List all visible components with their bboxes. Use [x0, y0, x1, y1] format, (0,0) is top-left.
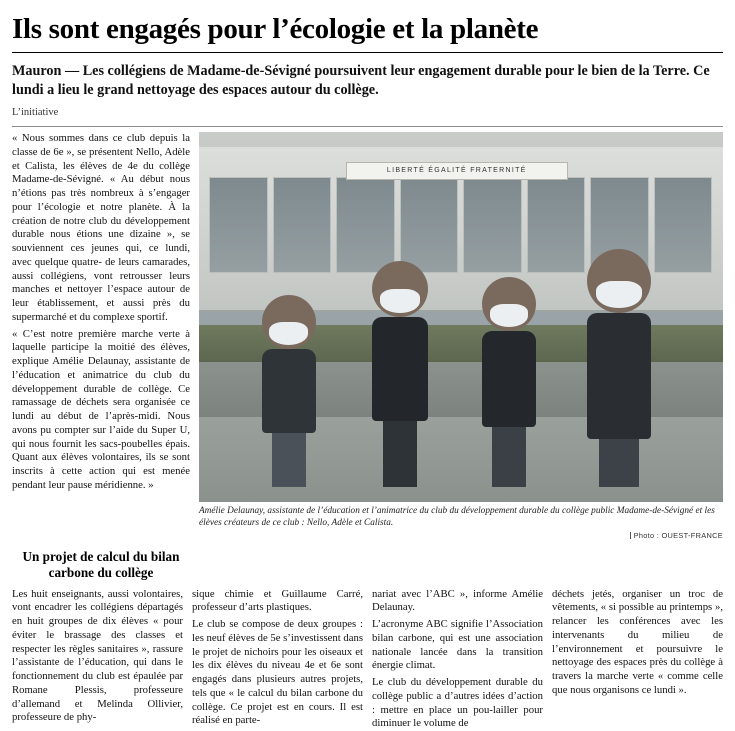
photo-person-student-2 — [372, 261, 428, 487]
person-legs — [383, 421, 418, 487]
person-legs — [599, 439, 639, 487]
face-mask-icon — [490, 304, 529, 327]
person-legs — [492, 427, 525, 487]
body-paragraph: L’acronyme ABC signifie l’Association bilan carbone, qui est une association nationale lancée dans la transition énergie climat. — [372, 618, 543, 672]
credit-bar-icon — [630, 532, 631, 539]
window-pane — [273, 177, 332, 273]
person-head — [587, 249, 651, 313]
newspaper-article-page — [0, 13, 735, 730]
intro-column — [12, 132, 190, 493]
intro-paragraph-2: « C’est notre première marche verte à laquelle participe la moitié des élèves, explique Amélie Delaunay, assistante de l’éducation et animatrice du club du développement durable de collège. Ce ramassage de déchets sera organisée ce lundi au début de l’après-midi. Nous avons pu compter sur l’aide du Super U, qui nous fournit les sacs-poubelles épais. Quant aux élèves volontaires, ils se sont inscrits à cette action qui est menée pendant leur pause méridienne. » — [12, 327, 190, 491]
photo-person-student-1 — [262, 295, 316, 487]
person-body — [482, 331, 536, 427]
article-lower-columns — [12, 588, 723, 731]
photo-block — [199, 132, 723, 540]
photo-person-adult — [587, 249, 651, 487]
body-paragraph: déchets jetés, organiser un troc de vêtements, « si possible au printemps », relancer les conférences avec les intervenants du milieu de l’environnement et poursuivre le nettoyage des espaces près du collège à travers la marche verte « comme celle que nous organisons ce lundi ». — [552, 587, 723, 696]
person-legs — [272, 433, 305, 487]
body-paragraph: Le club se compose de deux groupes : les neuf élèves de 5e s’investissent dans le projet de nichoirs pour les oiseaux et les dix élèves du niveau 4e et 6e sont engagés dans plusieurs autres projets, tels que « le calcul du bilan carbone du collège. Ce projet est en cours. Il est réalisé en parte- — [192, 618, 363, 727]
window-pane — [209, 177, 268, 273]
window-pane — [463, 177, 522, 273]
window-pane — [527, 177, 586, 273]
body-paragraph: sique chimie et Guillaume Carré, professeur d’arts plastiques. — [192, 587, 363, 614]
article-upper-block — [12, 132, 723, 540]
section-divider — [12, 126, 723, 127]
person-head — [482, 277, 536, 331]
photo-caption: Amélie Delaunay, assistante de l’éducation et l’animatrice du club du développement durable du collège public Madame-de-Sévigné et les élèves créateurs de ce club : Nello, Adèle et Calista. — [199, 506, 715, 529]
body-paragraph: Les huit enseignants, aussi volontaires, vont encadrer les collégiens départagés en huit groupes de dix élèves « pour éviter le brassage des classes et respecter les règles sanitaires », rassure l’assistante de l’éducation, qui dans le fonctionnement du club est épaulée par Romane Plessis, professeure d’allemand et Melinda Ollivier, professeure de phy- — [12, 587, 183, 724]
person-body — [372, 317, 428, 421]
window-pane — [654, 177, 713, 273]
dateline-dash: — — [61, 63, 83, 80]
standfirst-text: Les collégiens de Madame-de-Sévigné poursuivent leur engagement durable pour le bien de la Terre. Ce lundi a lieu le grand nettoyage des espaces autour du collège. — [12, 63, 710, 99]
person-head — [262, 295, 316, 349]
person-body — [262, 349, 316, 433]
building-motto-banner: LIBERTÉ ÉGALITÉ FRATERNITÉ — [346, 162, 568, 180]
subhead-row — [12, 549, 723, 581]
dateline: Mauron — [12, 63, 62, 80]
face-mask-icon — [380, 289, 420, 313]
standfirst — [12, 62, 723, 100]
body-paragraph: Le club du développement durable du collège public a d’autres idées d’action : mettre en place un pou-lailler pour diminuer le volume de — [372, 676, 543, 730]
body-column-1 — [12, 588, 183, 731]
photo-credit — [199, 531, 723, 540]
body-column-3 — [372, 588, 543, 731]
photo-person-student-3 — [482, 277, 536, 487]
window-pane — [400, 177, 459, 273]
face-mask-icon — [269, 322, 308, 345]
article-photo — [199, 132, 723, 502]
body-column-2 — [192, 588, 363, 731]
intro-paragraph-1: « Nous sommes dans ce club depuis la classe de 6e », se présentent Nello, Adèle et Calista, les élèves de 4e du collège Madame-de-Sévigné. « Au début nous n’étions pas très nombreux à s’engager pour l’écologie et notre planète. À la création de notre club du développement durable nous étions une dizaine », se souviennent ces jeunes qui, ce lundi, avec quelque quatre- de leurs camarades, aussi collégiens, vont retrousser leurs manches et nettoyer l’espace autour de leur établissement, et aussi près du supermarché et du complexe sportif. — [12, 132, 190, 323]
headline-divider — [12, 52, 723, 53]
face-mask-icon — [596, 281, 642, 308]
body-column-4 — [552, 588, 723, 731]
window-pane — [336, 177, 395, 273]
body-paragraph: nariat avec l’ABC », informe Amélie Delaunay. — [372, 587, 543, 614]
section-label: L’initiative — [12, 107, 59, 119]
person-head — [372, 261, 428, 317]
article-subhead: Un projet de calcul du bilan carbone du collège — [22, 549, 180, 581]
person-body — [587, 313, 651, 439]
photo-credit-text: Photo : OUEST-FRANCE — [633, 531, 723, 541]
page-title: Ils sont engagés pour l’écologie et la planète — [12, 13, 539, 45]
